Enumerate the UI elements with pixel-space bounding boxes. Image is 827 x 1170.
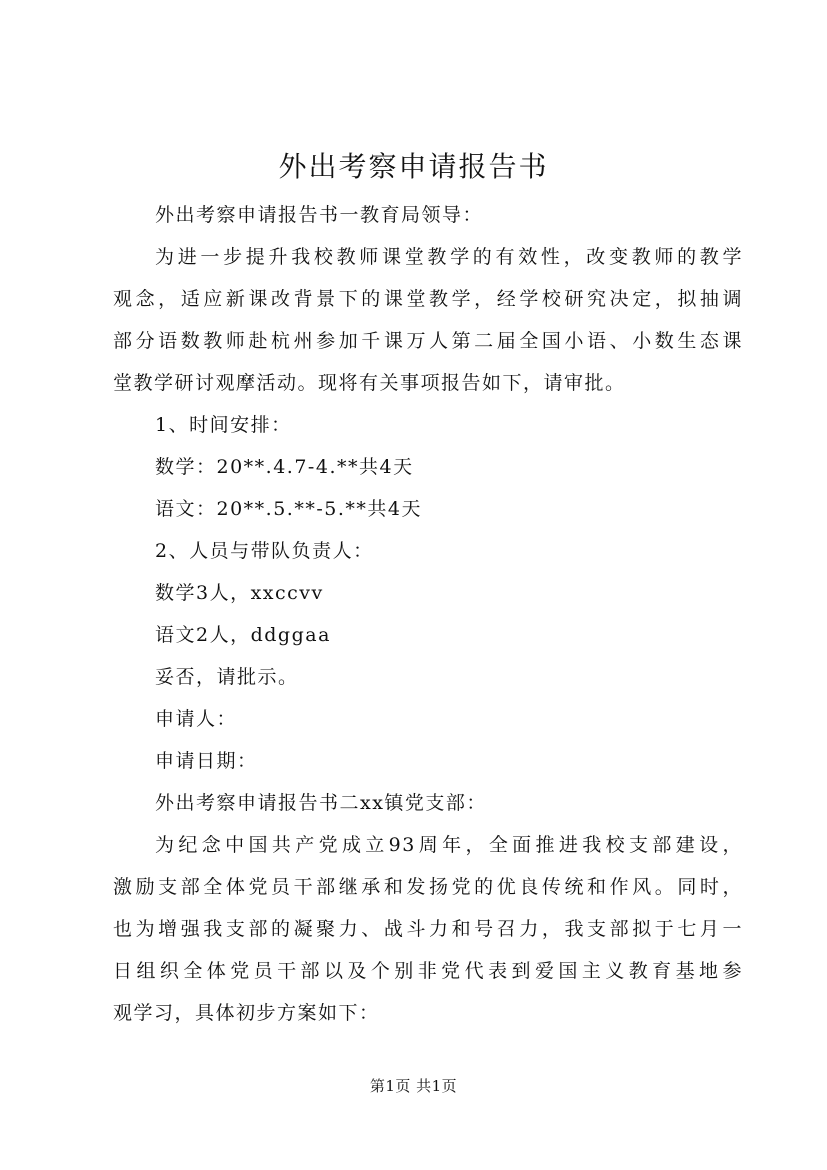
paragraph-line: 外出考察申请报告书一教育局领导：	[155, 204, 484, 226]
paragraph-line: 2、人员与带队负责人：	[155, 540, 374, 562]
paragraph-line: 为进一步提升我校教师课堂教学的有效性，改变教师的教学	[155, 246, 743, 268]
paragraph-line: 为纪念中国共产党成立93周年，全面推进我校支部建设，	[155, 834, 743, 856]
paragraph-line: 观念，适应新课改背景下的课堂教学，经学校研究决定，拟抽调	[113, 288, 743, 310]
paragraph-line: 语文：20**.5.**-5.**共4天	[155, 498, 422, 520]
paragraph-line: 1、时间安排：	[155, 414, 292, 436]
page-footer: 第1页 共1页	[369, 1077, 458, 1095]
document-body	[113, 194, 743, 1034]
paragraph-line: 堂教学研讨观摩活动。现将有关事项报告如下，请审批。	[113, 372, 626, 394]
paragraph-line: 激励支部全体党员干部继承和发扬党的优良传统和作风。同时，	[113, 876, 743, 898]
paragraph-line: 数学：20**.4.7-4.**共4天	[155, 456, 414, 478]
paragraph-line: 数学3人，xxccvv	[155, 582, 324, 604]
paragraph-line: 外出考察申请报告书二xx镇党支部：	[155, 792, 487, 814]
paragraph-line: 妥否，请批示。	[155, 666, 299, 688]
paragraph-line: 也为增强我支部的凝聚力、战斗力和号召力，我支部拟于七月一	[113, 918, 743, 940]
paragraph-line: 语文2人，ddggaa	[155, 624, 331, 646]
paragraph-line: 申请人：	[155, 708, 238, 730]
document-title: 外出考察申请报告书	[278, 150, 549, 183]
paragraph-line: 观学习，具体初步方案如下：	[113, 1002, 380, 1024]
paragraph-line: 日组织全体党员干部以及个别非党代表到爱国主义教育基地参	[113, 960, 743, 982]
paragraph-line: 申请日期：	[155, 750, 258, 772]
paragraph-line: 部分语数教师赴杭州参加千课万人第二届全国小语、小数生态课	[113, 330, 743, 352]
